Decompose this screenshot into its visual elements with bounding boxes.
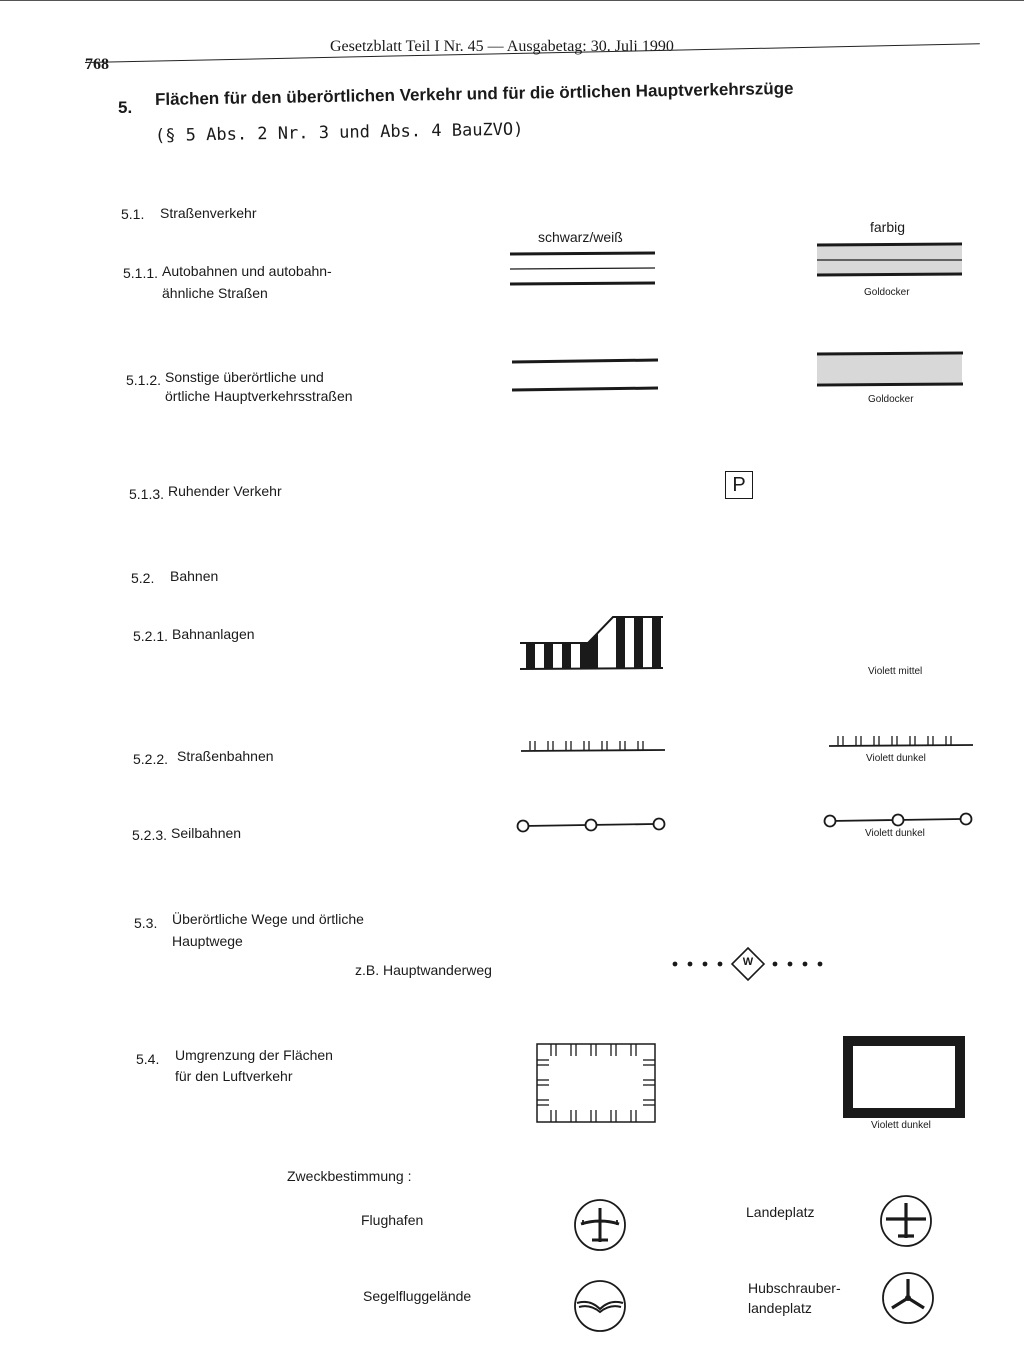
item-label-5-1-2-line1: Sonstige überörtliche und — [165, 369, 324, 385]
zweck-segelflug-label: Segelfluggelände — [363, 1288, 472, 1304]
item-label-5-3-line2: Hauptwege — [172, 933, 243, 949]
item-label-5-1: Straßenverkehr — [160, 205, 257, 221]
page-number: 768 — [85, 56, 109, 73]
zweck-heading: Zweckbestimmung : — [287, 1168, 412, 1184]
item-label-5-2: Bahnen — [170, 568, 219, 584]
item-number-5-3: 5.3. — [134, 915, 158, 931]
hauptstrasse-color-symbol — [815, 348, 965, 390]
item-number-5-2-1: 5.2.1. — [133, 628, 169, 644]
color-note-5-1-2: Goldocker — [868, 394, 914, 405]
item-number-5-1-2: 5.1.2. — [126, 372, 162, 388]
segelfluggelaende-icon — [572, 1279, 628, 1333]
color-note-5-1-1: Goldocker — [864, 287, 910, 298]
zweck-landeplatz-label: Landeplatz — [746, 1204, 815, 1220]
autobahn-color-symbol — [815, 240, 965, 280]
zweck-hubschrauber-label-line1: Hubschrauber- — [748, 1280, 841, 1296]
item-number-5-1-1: 5.1.1. — [123, 265, 159, 281]
zweck-flughafen-label: Flughafen — [361, 1212, 424, 1228]
hauptstrasse-bw-symbol — [510, 355, 660, 395]
item-number-5-1-3: 5.1.3. — [129, 486, 165, 502]
section-title: Flächen für den überörtlichen Verkehr und für die örtlichen Hauptverkehrszüge — [154, 78, 794, 109]
strassenbahn-color-symbol — [828, 734, 976, 750]
item-label-5-2-3: Seilbahnen — [171, 825, 242, 841]
autobahn-bw-symbol — [508, 250, 658, 290]
item-label-5-3-line1: Überörtliche Wege und örtliche — [172, 911, 364, 927]
item-number-5-2-2: 5.2.2. — [133, 751, 169, 767]
item-number-5-2: 5.2. — [131, 570, 155, 586]
color-note-5-2-2: Violett dunkel — [866, 753, 926, 764]
item-label-5-2-1: Bahnanlagen — [172, 626, 255, 642]
item-label-5-1-3: Ruhender Verkehr — [168, 483, 282, 499]
luftverkehr-color-symbol — [843, 1036, 965, 1118]
color-note-5-2-1: Violett mittel — [868, 666, 923, 677]
item-label-5-1-2-line2: örtliche Hauptverkehrsstraßen — [165, 388, 353, 404]
zweck-hubschrauber-label-line2: landeplatz — [748, 1300, 812, 1316]
item-label-5-1-1-line2: ähnliche Straßen — [162, 285, 268, 301]
page-header-title: Gesetzblatt Teil I Nr. 45 — Ausgabetag: 30. Juli 1990 — [330, 38, 674, 55]
seilbahn-color-symbol — [822, 810, 977, 830]
section-number: 5. — [118, 98, 133, 117]
seilbahn-bw-symbol — [515, 815, 670, 835]
column-heading-bw: schwarz/weiß — [538, 229, 623, 245]
item-label-5-4-line2: für den Luftverkehr — [175, 1068, 293, 1084]
landeplatz-icon — [879, 1194, 933, 1248]
item-example-5-3: z.B. Hauptwanderweg — [355, 962, 492, 978]
column-heading-color: farbig — [870, 219, 906, 235]
wanderweg-symbol-letter: W — [742, 956, 754, 968]
color-note-5-2-3: Violett dunkel — [865, 828, 925, 839]
bahnanlagen-bw-symbol — [518, 612, 668, 672]
item-label-5-4-line1: Umgrenzung der Flächen — [175, 1047, 333, 1063]
top-edge — [0, 0, 1024, 1]
item-number-5-2-3: 5.2.3. — [132, 827, 168, 843]
section-subtitle: (§ 5 Abs. 2 Nr. 3 und Abs. 4 BauZVO) — [154, 119, 524, 146]
strassenbahn-bw-symbol — [520, 738, 668, 754]
item-number-5-4: 5.4. — [136, 1051, 160, 1067]
flughafen-icon — [573, 1198, 627, 1252]
parking-symbol: P — [725, 471, 753, 499]
item-label-5-1-1-line1: Autobahnen und autobahn- — [162, 263, 332, 279]
color-note-5-4: Violett dunkel — [871, 1120, 931, 1131]
item-label-5-2-2: Straßenbahnen — [177, 748, 274, 764]
item-number-5-1: 5.1. — [121, 206, 145, 222]
hubschrauberlandeplatz-icon — [881, 1271, 935, 1325]
luftverkehr-bw-symbol — [535, 1042, 660, 1126]
